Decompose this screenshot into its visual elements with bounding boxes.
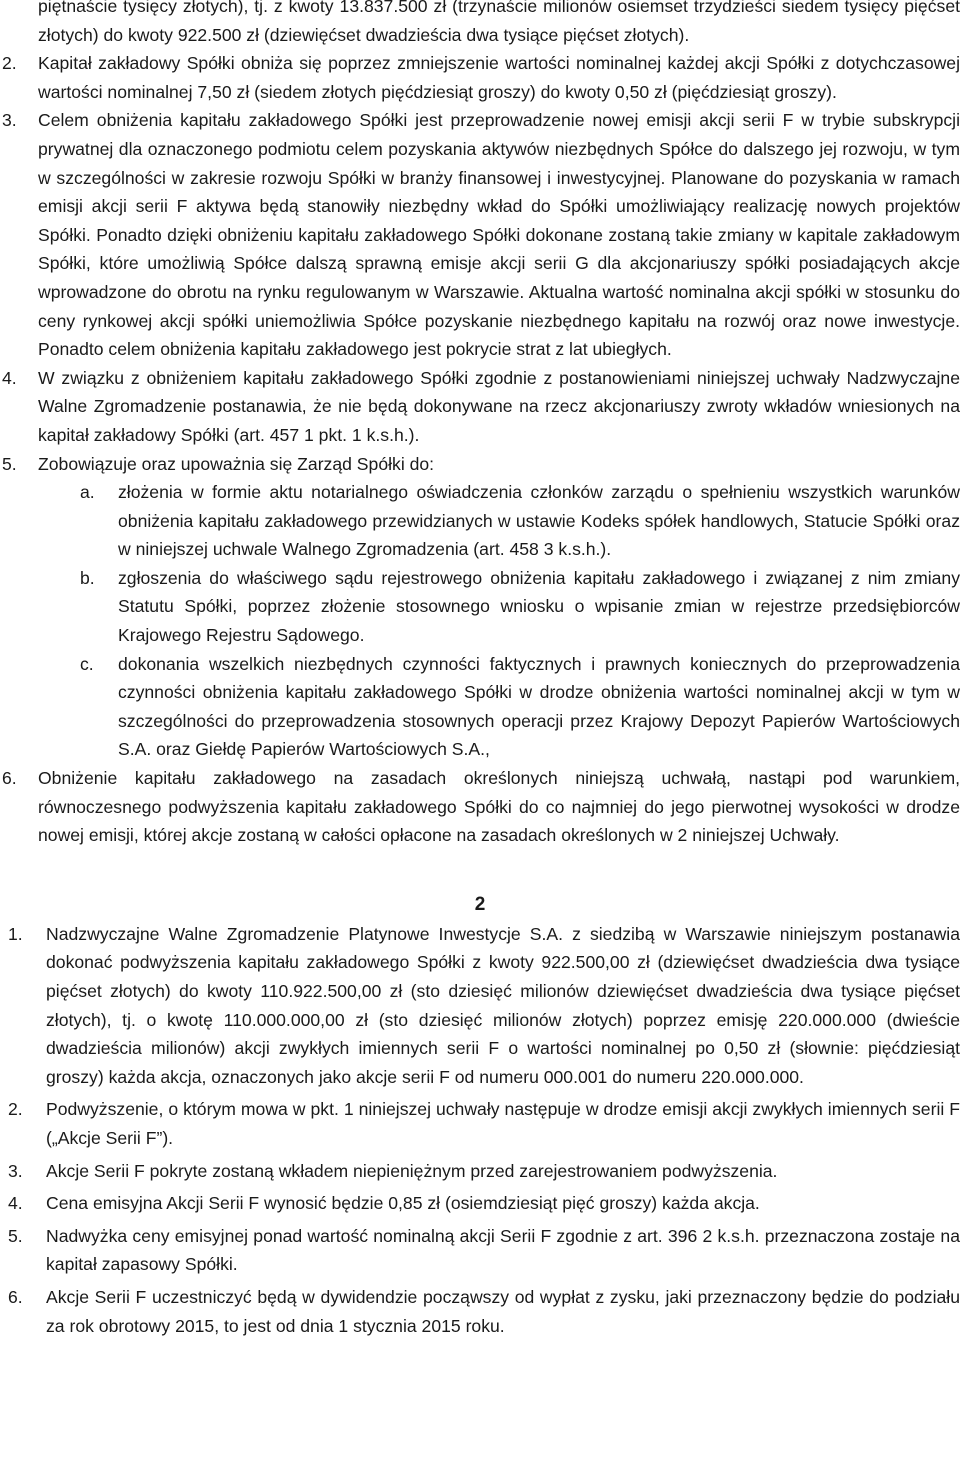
list-item — [0, 106, 960, 363]
sub-item-letter: c. — [80, 653, 94, 674]
item-number: 6. — [8, 1286, 23, 1307]
section-heading: 2 — [474, 893, 486, 915]
item-text: Zobowiązuje oraz upoważnia się Zarząd Spółki do: — [38, 453, 435, 474]
list-item — [0, 450, 960, 479]
item-number: 2. — [2, 53, 17, 74]
sub-list-item — [0, 650, 960, 764]
sub-item-text: złożenia w formie aktu notarialnego oświadczenia członków zarządu o spełnieniu wszystkich warunków obniżenia kapitału zakładowego przewidzianych w ustawie Kodeks spółek handlowych, Statucie Spółki oraz w niniejszej uchwale Walnego Zgromadzenia (art. 458 3 k.s.h.). — [118, 482, 960, 560]
item-number: 5. — [8, 1225, 23, 1246]
list-item — [0, 764, 960, 850]
list-item — [0, 364, 960, 450]
item-number: 4. — [2, 367, 17, 388]
item-text: Nadwyżka ceny emisyjnej ponad wartość nominalną akcji Serii F zgodnie z art. 396 2 k.s.h. przeznaczona zostaje na kapitał zapasowy Spółki. — [46, 1225, 960, 1275]
list-item — [0, 1157, 960, 1186]
item-text: Akcje Serii F pokryte zostaną wkładem niepieniężnym przed zarejestrowaniem podwyższenia. — [46, 1160, 778, 1181]
item-text: Celem obniżenia kapitału zakładowego Spółki jest przeprowadzenie nowej emisji akcji serii F w trybie subskrypcji prywatnej dla oznaczonego podmiotu celem pozyskania aktywów niezbędnych Spółce do dalszego jej rozwoju, w tym w szczególności w zakresie rozwoju Spółki w branży finansowej i inwestycyjnej. Planowane do pozyskania w ramach emisji akcji serii F aktywa będą stanowiły niezbędny wkład do Spółki umożliwiający realizację nowych projektów Spółki. Ponadto dzięki obniżeniu kapitału zakładowego Spółki dokonane zostaną takie zmiany w kapitale zakładowym Spółki, które umożliwią Spółce dalszą sprawną emisje akcji serii G dla akcjonariuszy spółki posiadających akcje wprowadzone do obrotu na rynku regulowanym w Warszawie. Aktualna wartość nominalna akcji spółki w stosunku do ceny rynkowej akcji spółki uniemożliwia Spółce pozyskanie niezbędnego kapitału na rozwój oraz nowe inwestycje. Ponadto celem obniżenia kapitału zakładowego jest pokrycie strat z lat ubiegłych. — [38, 110, 960, 360]
item-text: Podwyższenie, o którym mowa w pkt. 1 niniejszej uchwały następuje w drodze emisji akcji zwykłych imiennych serii F („Akcje Serii F”). — [46, 1099, 960, 1148]
item-text: W związku z obniżeniem kapitału zakładowego Spółki zgodnie z postanowieniami niniejszej uchwały Nadzwyczajne Walne Zgromadzenie postanawia, że nie będą dokonywane na rzecz akcjonariuszy zwroty wkładów wniesionych na kapitał zakładowy Spółki (art. 457 1 pkt. 1 k.s.h.). — [38, 367, 960, 445]
item-number: 2. — [8, 1099, 23, 1120]
list-item — [0, 920, 960, 1092]
item-number: 3. — [2, 110, 17, 131]
list-item — [0, 1095, 960, 1152]
list-item — [0, 1283, 960, 1340]
item-text: Obniżenie kapitału zakładowego na zasadach określonych niniejszą uchwałą, nastąpi pod warunkiem, równoczesnego podwyższenia kapitału zakładowego Spółki do co najmniej do jego pierwotnej wysokości w drodze nowej emisji, której akcje zostaną w całości opłacone na zasadach określonych w 2 niniejszej Uchwały. — [38, 768, 960, 846]
item-number: 5. — [2, 453, 17, 474]
sub-list-item — [0, 564, 960, 650]
sub-item-letter: b. — [80, 567, 95, 588]
section-1-list — [0, 49, 960, 850]
sub-list — [0, 478, 960, 764]
list-item — [0, 49, 960, 106]
list-item — [0, 1189, 960, 1218]
sub-item-letter: a. — [80, 482, 95, 503]
section-2-list — [0, 920, 960, 1340]
list-item — [0, 1222, 960, 1279]
item-number: 3. — [8, 1160, 23, 1181]
item-number: 6. — [2, 768, 17, 789]
sub-item-text: zgłoszenia do właściwego sądu rejestrowego obniżenia kapitału zakładowego i związanej z nim zmiany Statutu Spółki, poprzez złożenie stosownego wniosku o wpisanie zmian w rejestrze przedsiębiorców Krajowego Rejestru Sądowego. — [118, 567, 960, 646]
item-text: Kapitał zakładowy Spółki obniża się poprzez zmniejszenie wartości nominalnej każdej akcji Spółki z dotychczasowej wartości nominalnej 7,50 zł (siedem złotych pięćdziesiąt groszy) do kwoty 0,50 zł (pięćdziesiąt groszy). — [38, 53, 960, 102]
sub-list-item — [0, 478, 960, 564]
item-number: 1. — [8, 923, 23, 944]
item-text: Nadzwyczajne Walne Zgromadzenie Platynowe Inwestycje S.A. z siedzibą w Warszawie niniejszym postanawia dokonać podwyższenia kapitału zakładowego Spółki z kwoty 922.500,00 zł (dziewięćset dwadzieścia dwa tysiące pięćset złotych) do kwoty 110.922.500,00 zł (sto dziesięć milionów dziewięćset dwadzieścia dwa tysiące pięćset złotych), tj. o kwotę 110.000.000,00 zł (sto dziesięć milionów złotych) poprzez emisję 220.000.000 (dwieście dwadzieścia milionów) akcji zwykłych imiennych serii F o wartości nominalnej po 0,50 zł (słownie: pięćdziesiąt groszy) każda akcja, oznaczonych jako akcje serii F od numeru 000.001 do numeru 220.000.000. — [46, 923, 960, 1087]
item-text: Cena emisyjna Akcji Serii F wynosić będzie 0,85 zł (osiemdziesiąt pięć groszy) każda akcja. — [46, 1193, 760, 1214]
intro-paragraph: piętnaście tysięcy złotych), tj. z kwoty 13.837.500 zł (trzynaście milionów osiemset trzydzieści siedem tysięcy pięćset złotych) do kwoty 922.500 zł (dziewięćset dwadzieścia dwa tysiące pięćset złotych). — [38, 0, 960, 45]
item-text: Akcje Serii F uczestniczyć będą w dywidendzie począwszy od wypłat z zysku, jaki przeznaczony będzie do podziału za rok obrotowy 2015, to jest od dnia 1 stycznia 2015 roku. — [46, 1286, 960, 1336]
item-number: 4. — [8, 1193, 23, 1214]
sub-item-text: dokonania wszelkich niezbędnych czynności faktycznych i prawnych koniecznych do przeprowadzenia czynności obniżenia kapitału zakładowego Spółki w drodze obniżenia wartości nominalnej akcji w tym w szczególności do przeprowadzenia stosownych operacji przez Krajowy Depozyt Papierów Wartościowych S.A. oraz Giełdę Papierów Wartościowych S.A., — [118, 653, 960, 760]
